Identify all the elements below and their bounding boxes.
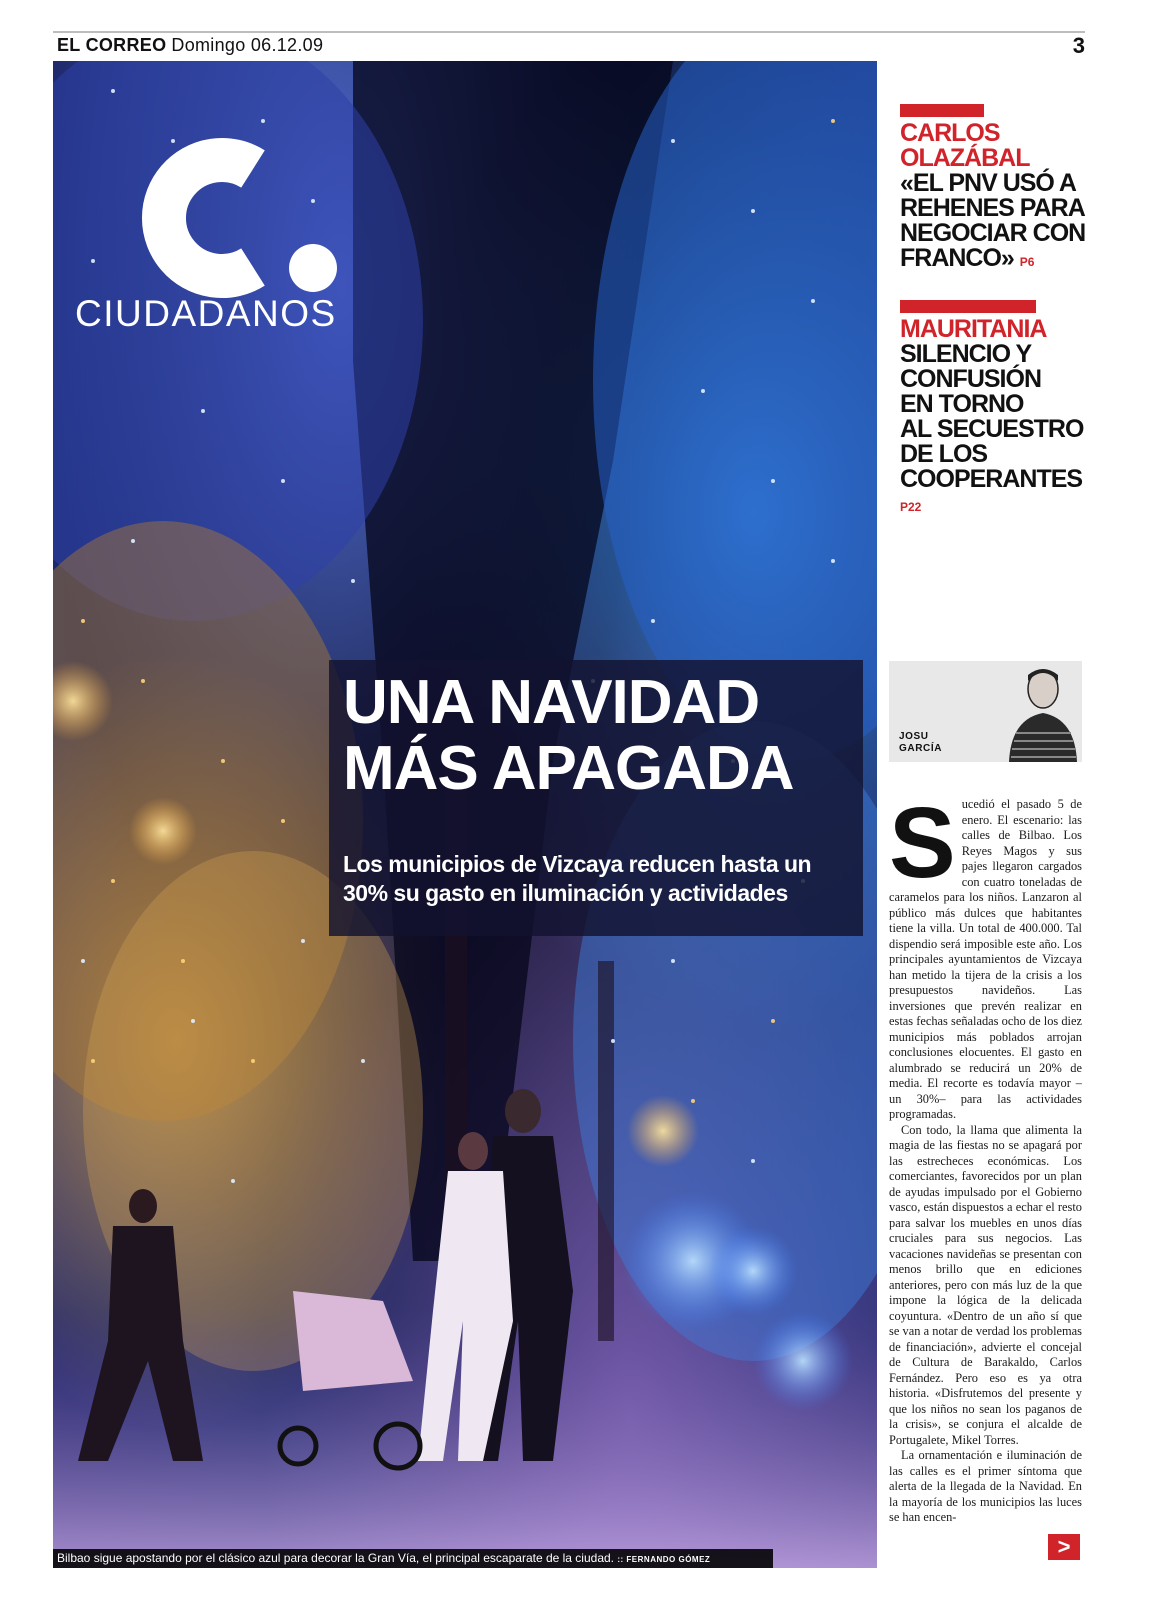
teaser-mauritania[interactable] <box>900 300 1090 514</box>
teaser-kicker: MAURITANIA <box>900 315 1047 343</box>
author-portrait-icon <box>1001 661 1082 762</box>
teaser-olazabal[interactable] <box>900 104 1090 275</box>
page-number: 3 <box>1072 33 1085 58</box>
teaser-kicker: CARLOS OLAZÁBAL <box>900 119 1030 172</box>
lead-photo <box>53 61 877 1568</box>
headline-box <box>329 660 863 936</box>
teaser-accent-bar <box>900 300 1036 313</box>
author-name: JOSU GARCÍA <box>899 731 943 754</box>
main-headline: UNA NAVIDAD MÁS APAGADA <box>343 668 794 803</box>
author-box <box>889 661 1082 762</box>
section-name: CIUDADANOS <box>75 293 337 334</box>
column-article <box>889 787 1082 1526</box>
continue-arrow-icon[interactable]: > <box>1048 1534 1080 1560</box>
page-header <box>57 35 323 56</box>
issue-date: Domingo 06.12.09 <box>171 35 324 55</box>
subheadline: Los municipios de Vizcaya reducen hasta un 30% su gasto en iluminación y actividades <box>343 851 812 906</box>
drop-cap: S <box>889 787 956 899</box>
teaser-title <box>900 171 1090 275</box>
teaser-page-ref[interactable]: P6 <box>1019 255 1035 269</box>
newspaper-name: EL CORREO <box>57 35 167 55</box>
teaser-accent-bar <box>900 104 984 117</box>
article-paragraph: Con todo, la llama que alimenta la magia de las fiestas no se apagará por las estrecheces económicas. Los comerciantes, favorecidos por un plan de ayudas impulsado por el Gobierno vasco, están dispuestos a echar el resto para salvar los muebles en unos días cruciales para sus negocios. Las vacaciones navideñas se presentan con menos brillo que en ediciones anteriores, pero con más luz de la que impone la lógica de la delicada coyuntura. «Dentro de un año sí que se van a notar de verdad los problemas de financiación», advierte el concejal de Cultura de Barakaldo, Carlos Fernández. Pero eso es ya otra historia. «Disfrutemos del presente y que los niños no sean los paganos de la crisis», se conjura el alcalde de Portugalete, Mikel Torres. <box>889 1122 1082 1447</box>
photo-caption <box>53 1549 773 1568</box>
article-paragraph: La ornamentación e iluminación de las calles es el primer síntoma que alerta de la llegada de la Navidad. En la mayoría de los municipios las luces se han encen- <box>889 1448 1082 1524</box>
photo-credit: :: FERNANDO GÓMEZ <box>617 1555 711 1564</box>
article-paragraph: ucedió el pasado 5 de enero. El escenario: las calles de Bilbao. Los Reyes Magos y sus pajes llegaron cargados con cuatro toneladas de caramelos para los niños. Lanzaron al público más dulces que habitantes tiene la villa. Un total de 400.000. Tal dispendio será imposible este año. Los principales ayuntamientos de Vizcaya han metido la tijera de la crisis a los presupuestos navideños. Las inversiones que prevén realizar en estas fechas señaladas ocho de los diez municipios más poblados arrojan conclusiones elocuentes. El gasto en alumbrado se reducirá un 20% de media. El recorte es todavía mayor –un 30%– para las actividades programadas. <box>889 797 1082 1121</box>
caption-text: Bilbao sigue apostando por el clásico azul para decorar la Gran Vía, el principal escaparate de la ciudad. <box>57 1551 615 1565</box>
teaser-title: SILENCIO Y CONFUSIÓN EN TORNO AL SECUESTRO DE LOS COOPERANTES <box>900 340 1084 493</box>
teaser-page-ref[interactable]: P22 <box>900 500 922 514</box>
teaser-title-text: «EL PNV USÓ A REHENES PARA NEGOCIAR CON FRANCO» <box>900 169 1086 272</box>
header-rule <box>53 31 1085 33</box>
